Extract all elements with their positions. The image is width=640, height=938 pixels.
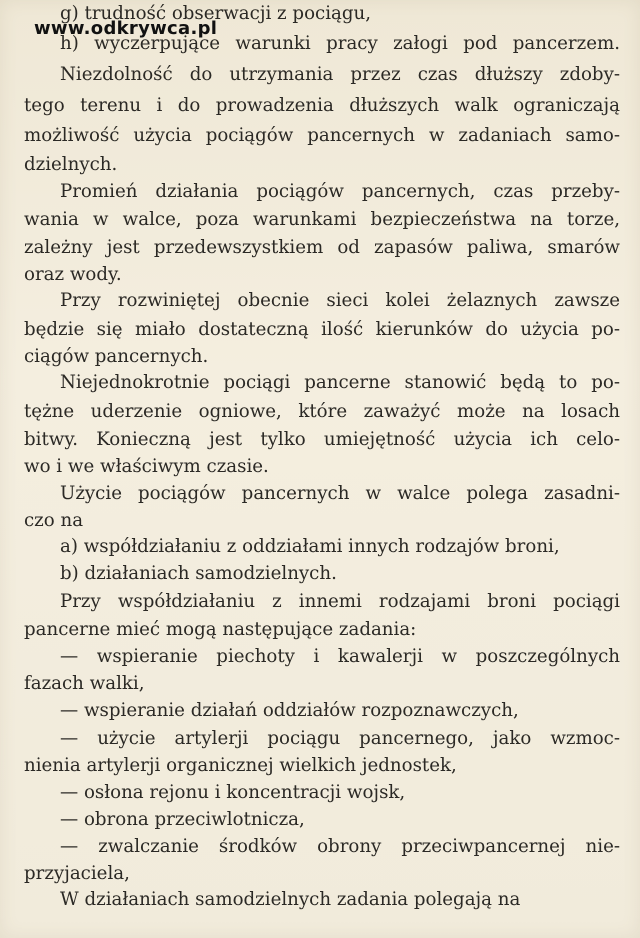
text-line: pancerne mieć mogą następujące zadania: bbox=[24, 619, 417, 640]
text-line: a) współdziałaniu z oddziałami innych rodzajów broni, bbox=[60, 536, 560, 557]
text-line: tego terenu i do prowadzenia dłuższych walk ograniczają bbox=[24, 95, 620, 116]
text-line: — wspieranie piechoty i kawalerji w poszczególnych bbox=[60, 646, 620, 667]
text-line: Niezdolność do utrzymania przez czas dłuższy zdoby- bbox=[60, 64, 620, 85]
text-line: Przy współdziałaniu z innemi rodzajami broni pociągi bbox=[60, 591, 620, 612]
text-line: nienia artylerji organicznej wielkich jednostek, bbox=[24, 755, 457, 776]
text-line: bitwy. Konieczną jest tylko umiejętność użycia ich celo- bbox=[24, 429, 620, 450]
text-line: oraz wody. bbox=[24, 264, 122, 285]
text-line: zależny jest przedewszystkiem od zapasów paliwa, smarów bbox=[24, 237, 620, 258]
text-line: tężne uderzenie ogniowe, które zaważyć może na losach bbox=[24, 401, 620, 422]
watermark-text: www.odkrywca.pl bbox=[34, 18, 218, 39]
text-line: Niejednokrotnie pociągi pancerne stanowić będą to po- bbox=[60, 372, 620, 393]
text-line: — obrona przeciwlotnicza, bbox=[60, 809, 305, 830]
text-line: czo na bbox=[24, 510, 84, 531]
text-line: wania w walce, poza warunkami bezpieczeństwa na torze, bbox=[24, 209, 620, 230]
text-line: możliwość użycia pociągów pancernych w zadaniach samo- bbox=[24, 125, 620, 146]
text-line: g) trudność obserwacji z pociągu, bbox=[60, 3, 371, 24]
text-line: — osłona rejonu i koncentracji wojsk, bbox=[60, 782, 406, 803]
text-line: — wspieranie działań oddziałów rozpoznawczych, bbox=[60, 700, 519, 721]
text-line: będzie się miało dostateczną ilość kierunków do użycia po- bbox=[24, 319, 620, 340]
text-line: Użycie pociągów pancernych w walce polega zasadni- bbox=[60, 483, 620, 504]
text-line: Promień działania pociągów pancernych, czas przeby- bbox=[60, 181, 620, 202]
text-line: — zwalczanie środków obrony przeciwpancernej nie- bbox=[60, 836, 620, 857]
text-line: Przy rozwiniętej obecnie sieci kolei żelaznych zawsze bbox=[60, 290, 620, 311]
text-line: ciągów pancernych. bbox=[24, 346, 209, 367]
text-line: W działaniach samodzielnych zadania polegają na bbox=[60, 889, 521, 910]
text-line: dzielnych. bbox=[24, 154, 118, 175]
text-line: fazach walki, bbox=[24, 673, 145, 694]
text-line: b) działaniach samodzielnych. bbox=[60, 563, 337, 584]
text-line: h) wyczerpujące warunki pracy załogi pod pancerzem. bbox=[60, 33, 620, 54]
text-line: przyjaciela, bbox=[24, 863, 130, 884]
text-line: wo i we właściwym czasie. bbox=[24, 456, 269, 477]
text-line: — użycie artylerji pociągu pancernego, jako wzmoc- bbox=[60, 728, 620, 749]
